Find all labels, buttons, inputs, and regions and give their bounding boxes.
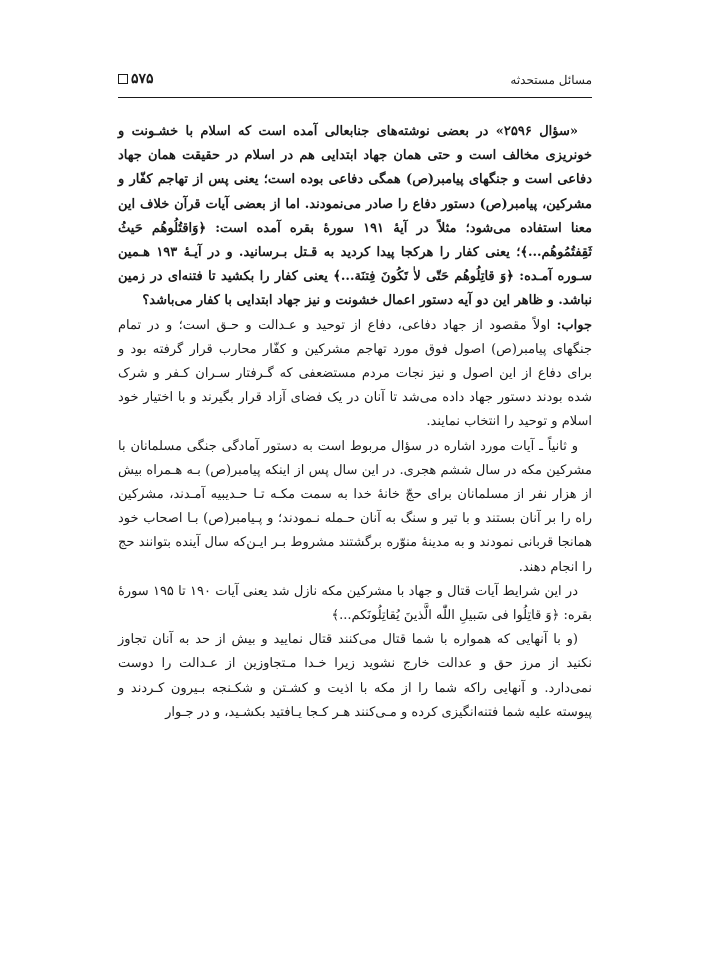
answer-label: جواب:: [556, 317, 592, 333]
answer-paragraph-1: [118, 314, 592, 435]
answer-paragraph-3: در این شرایط آیات قتال و جهاد با مشرکین مکه نازل شد یعنی آیات ۱۹۰ تا ۱۹۵ سورهٔ بقره: ﴿وَ قاتِلُوا فی سَبیلِ اللّٰه الَّذینَ یُقاتِلُونَکم...﴾: [118, 583, 592, 624]
running-header: [118, 70, 592, 92]
square-ornament-icon: [118, 74, 128, 84]
answer-text-1: اولاً مقصود از جهاد دفاعی، دفاع از توحید و عـدالت و حـق است؛ و در تمام جنگهای پیامبر(ص) اصول فوق مورد تهاجم مشرکین و کفّار محارب قرار گرفته بود و برای دفاع از این اصول و نیز نجات مردم مستضعفی که گـرفتار سـران کـفر و شرک شده بودند دستور جهاد داده می‌شد تا آنان در یک فضای آزاد قرار بگیرند و با اختیار خود اسلام و توحید را انتخاب نمایند.: [118, 317, 592, 430]
page-number: ۵۷۵: [131, 71, 154, 87]
running-title: مسائل مستحدثه: [510, 73, 592, 87]
header-rule: [118, 97, 592, 98]
page-number-group: [118, 70, 154, 88]
answer-paragraph-4: (و با آنهایی که همواره با شما قتال می‌کنند قتال نمایید و بیش از حد به آنان تجاوز نکنید از مرز حق و عدالت خارج نشوید زیرا خـدا مـتجاوزین از عـدالت را دوست نمی‌دارد. و آنهایی راکه شما را از مکه با اذیت و کشـتن و شکـنجه بـیرون کـردند و پیوسته علیه شما فتنه‌انگیزی کرده و مـی‌کنند هـر کـجا یـافتید بکشـید، و در جـوار: [118, 632, 592, 720]
main-text: [118, 120, 592, 725]
question-text: در بعضی نوشته‌های جنابعالی آمده است که اسلام با خشـونت و خونریزی مخالف است و حتی همان جهاد ابتدایی هم در اسلام در حقیقت همان جهاد دفاعی است و جنگهای پیامبر(ص) همگی دفاعی بوده است؛ یعنی پس از تهاجم کفّار و مشرکین، پیامبر(ص) دستور دفاع را صادر می‌نمودند. اما از بعضی آیات قرآن خلاف این معنا استفاده می‌شود؛ مثلاً در آیهٔ ۱۹۱ سورهٔ بقره آمده است: ﴿وَاقتُلُوهُم حَیثُ ثَقِفتُمُوهُم...﴾؛ یعنی کفار را هرکجا پیدا کردید به قـتل بـرسانید. و در آیـهٔ ۱۹۳ هـمین سـوره آمـده: ﴿وَ قاتِلُوهُم حَتّی لاٰ تَکُونَ فِتنَة...﴾ یعنی کفار را بکشید تا فتنه‌ای در زمین نباشد. و ظاهر این دو آیه دستور اعمال خشونت و نیز جهاد ابتدایی با کفار می‌باشد؟: [118, 124, 593, 309]
answer-paragraph-2: و ثانیاً ـ آیات مورد اشاره در سؤال مربوط است به دستور آمادگی جنگی مسلمانان با مشرکین مکه در سال ششم هجری. در این سال پس از اینکه پیامبر(ص) بـه هـمراه بیش از هزار نفر از مسلمانان برای حجّ خانهٔ خدا به سمت مکـه تـا حـدیبیه آمـدند، مشرکین راه را بر آنان بستند و با تیر و سنگ به آنان حـمله نـمودند؛ و پـیامبر(ص) بـا اصحاب خود همانجا قربانی نمودند و به مدینهٔ منوّره برگشتند مشروط بـر ایـن‌که سال آینده بتوانند حج را انجام دهند.: [118, 438, 592, 575]
question-label: «سؤال ۲۵۹۶»: [495, 124, 578, 139]
question-paragraph: [118, 120, 592, 314]
